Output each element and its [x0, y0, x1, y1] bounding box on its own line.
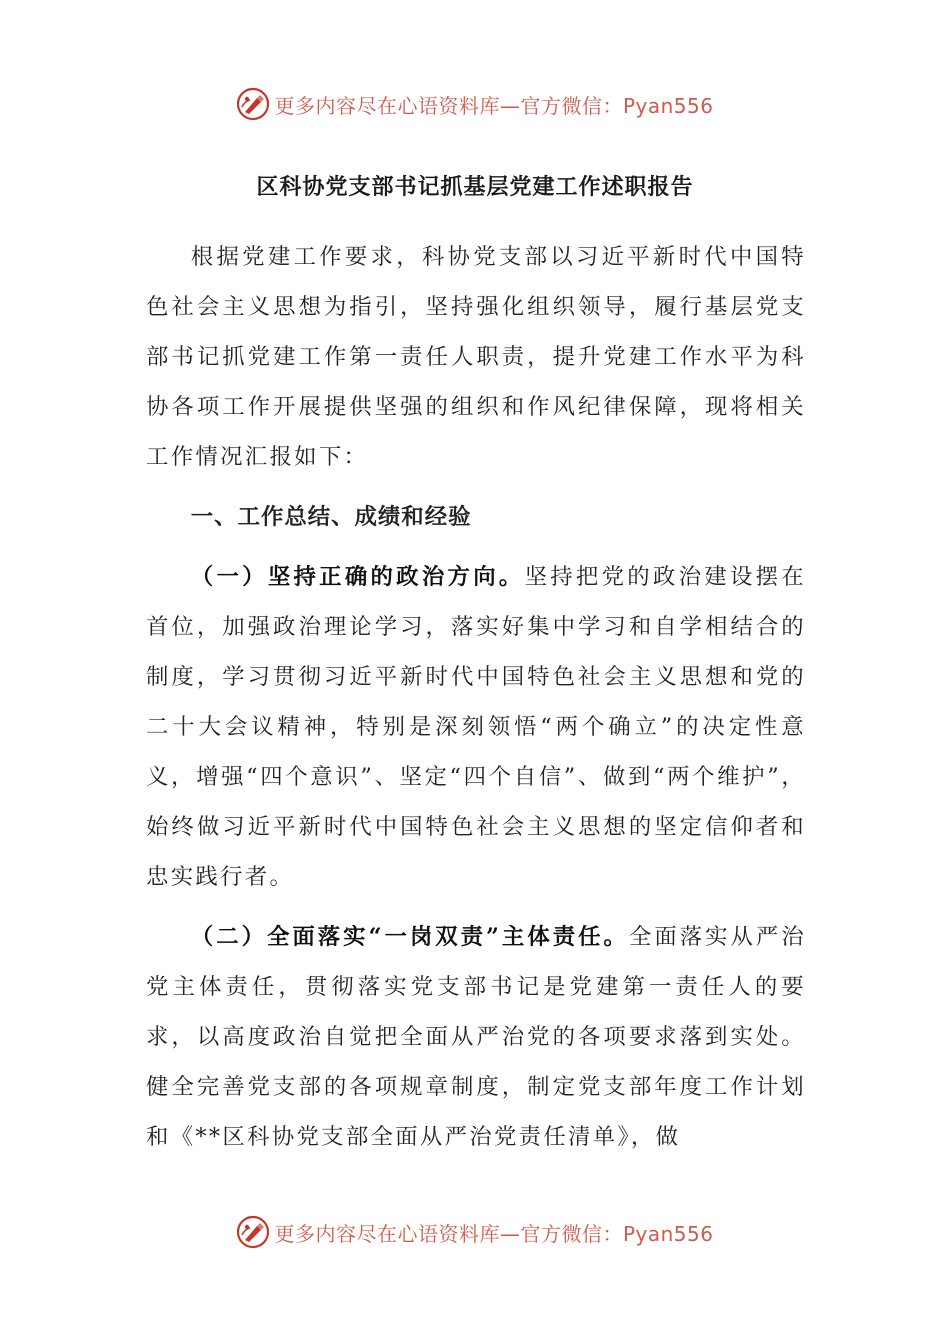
item-2-paragraph: [146, 912, 806, 1162]
document-title: 区科协党支部书记抓基层党建工作述职报告: [256, 174, 694, 200]
item-1-body: 坚持把党的政治建设摆在首位，加强政治理论学习，落实好集中学习和自学相结合的制度，学习贯彻习近平新时代中国特色社会主义思想和党的二十大会议精神，特别是深刻领悟“两个确立”的决定性意义，增强“四个意识”、坚定“四个自信”、做到“两个维护”，始终做习近平新时代中国特色社会主义思想的坚定信仰者和忠实践行者。: [146, 564, 806, 890]
item-2-body: 全面落实从严治党主体责任，贯彻落实党支部书记是党建第一责任人的要求，以高度政治自觉把全面从严治党的各项要求落到实处。健全完善党支部的各项规章制度，制定党支部年度工作计划和《**区科协党支部全面从严治党责任清单》，做: [146, 924, 806, 1150]
pen-nib-logo-icon: [236, 87, 270, 121]
intro-paragraph: 根据党建工作要求，科协党支部以习近平新时代中国特色社会主义思想为指引，坚持强化组织领导，履行基层党支部书记抓党建工作第一责任人职责，提升党建工作水平为科协各项工作开展提供坚强的组织和作风纪律保障，现将相关工作情况汇报如下：: [146, 244, 806, 470]
document-body: [146, 232, 806, 1162]
pen-nib-logo-icon: [236, 1215, 270, 1249]
item-1-lead: （一）坚持正确的政治方向。: [190, 564, 525, 590]
header-banner-text: 更多内容尽在心语资料库—官方微信：Pyan556: [274, 93, 714, 118]
item-1-paragraph: [146, 552, 806, 902]
header-banner: [0, 84, 950, 124]
footer-banner: [0, 1212, 950, 1252]
item-2-lead: （二）全面落实“一岗双责”主体责任。: [190, 924, 629, 950]
section-1-heading: 一、工作总结、成绩和经验: [190, 504, 472, 530]
footer-banner-text: 更多内容尽在心语资料库—官方微信：Pyan556: [274, 1221, 714, 1246]
